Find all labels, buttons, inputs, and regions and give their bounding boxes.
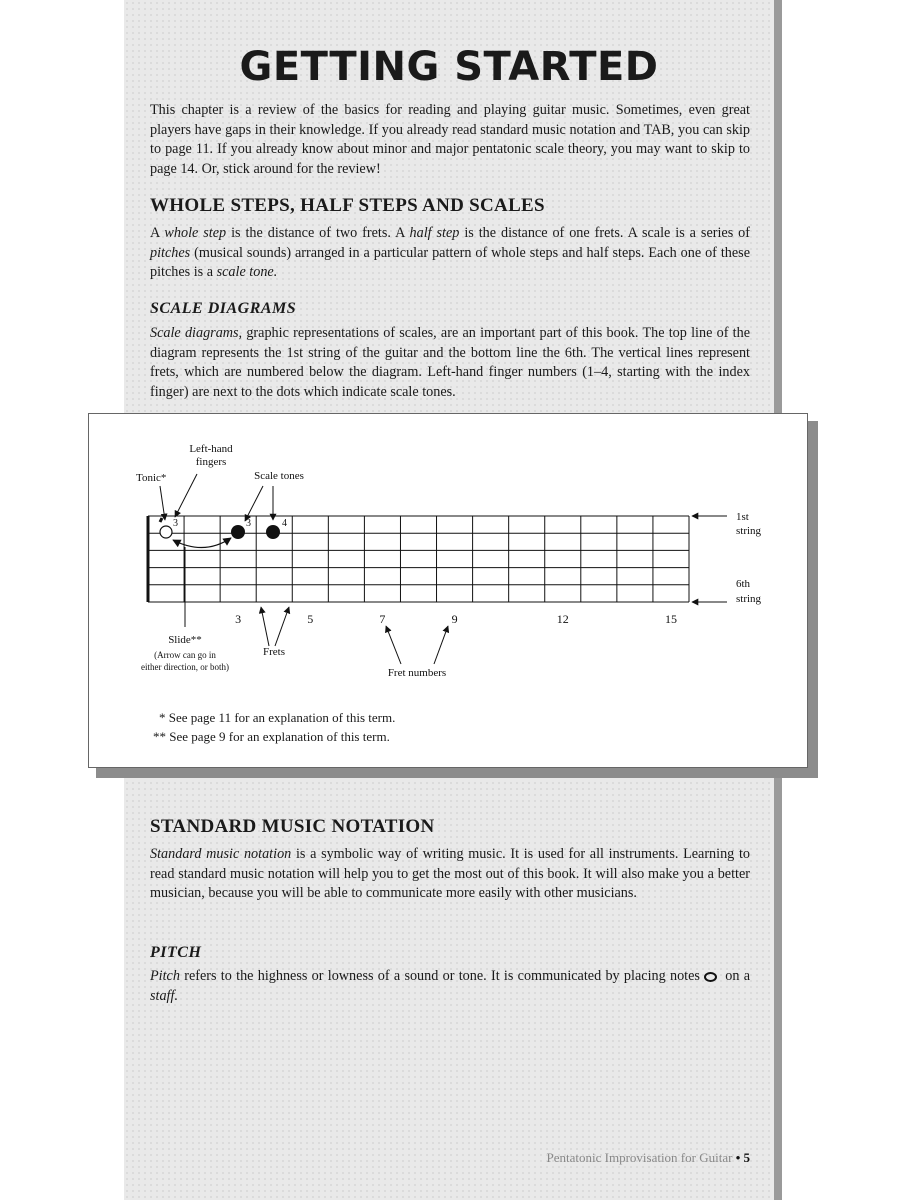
label-string6-word: string (736, 593, 762, 605)
label-string6: 6th (736, 578, 751, 590)
section-heading-steps: WHOLE STEPS, HALF STEPS AND SCALES (150, 195, 545, 216)
subheading-pitch: PITCH (150, 944, 202, 961)
footnote-2: ** See page 9 for an explanation of this term. (153, 729, 390, 744)
notation-text: is a symbolic way of writing music. It is used for all instruments. Learning to read standard music notation will help you to get the most out of this book. It will also make you a better musician, because you will be able to communicate more easily with other musicians. (150, 846, 750, 901)
fret-number-label: 7 (379, 612, 386, 626)
label-tonic: Tonic* (136, 472, 167, 484)
finger-number: 4 (282, 518, 287, 529)
fret-number-label: 12 (556, 612, 569, 626)
intro-paragraph: This chapter is a review of the basics for reading and playing guitar music. Sometimes, even great players have gaps in their knowledge. If you already read standard music notation and TAB, you can skip to page 11. If you already know about minor and major pentatonic scale theory, you may want to skip to page 14. Or, stick around for the review! (150, 102, 750, 177)
scale-tone-dot (266, 525, 280, 539)
steps-text-a: A (150, 225, 160, 241)
steps-text-c: is the distance of one frets. A scale is a series of (459, 225, 750, 241)
finger-number: 3 (173, 518, 178, 529)
pitch-text: refers to the highness or lowness of a sound or tone. It is communicated by placing notes (179, 968, 700, 984)
fret-number-label: 9 (451, 612, 458, 626)
arrow-fingers (175, 474, 197, 517)
scale-diagrams-text: graphic representations of scales, are an important part of this book. The top line of the diagram represents the 1st string of the guitar and the bottom line the 6th. The vertical lines represent frets, which are numbered below the diagram. Left-hand finger numbers (1–4, starting with the index finger) are next to the dots which indicate scale tones. (150, 325, 750, 400)
label-fingers-line1: Left-hand (189, 443, 233, 455)
scale-tone-dot (231, 525, 245, 539)
term-half-step: half step (409, 225, 460, 241)
term-pitch: Pitch (150, 968, 180, 984)
label-frets: Frets (263, 646, 285, 658)
page-footer (547, 1150, 751, 1166)
label-string1-word: string (736, 525, 762, 537)
fret-number-label: 3 (235, 612, 242, 626)
label-slide-note-1: (Arrow can go in (154, 650, 216, 660)
term-staff: staff. (150, 987, 178, 1004)
label-fret-numbers: Fret numbers (387, 667, 447, 679)
footer-book-title: Pentatonic Improvisation for Guitar (546, 1150, 733, 1165)
term-scale-tone: scale tone. (216, 264, 278, 280)
arrow-fret-numbers-right (434, 626, 448, 664)
steps-text-b: is the distance of two frets. A (226, 225, 410, 241)
term-standard-music-notation: Standard music notation (150, 846, 292, 862)
arrow-frets-left (261, 607, 269, 646)
scale-diagrams-paragraph (150, 324, 750, 402)
fretboard-grid (148, 516, 689, 602)
fret-number-label: 15 (664, 612, 677, 626)
steps-paragraph (150, 224, 750, 283)
section-heading-notation: STANDARD MUSIC NOTATION (150, 816, 435, 837)
steps-text-d: (musical sounds) arranged in a particular pattern of whole steps and half steps. Each one of these pitches is a (150, 244, 750, 280)
term-whole-step: whole step (164, 225, 227, 241)
arrow-fret-numbers-left (386, 626, 401, 664)
pitch-text-end: on a (720, 968, 750, 984)
arrow-frets-right (275, 607, 289, 646)
label-slide-note-2: either direction, or both) (141, 662, 229, 672)
fret-numbers (235, 612, 677, 626)
tonic-dot (160, 526, 172, 538)
label-scale-tones: Scale tones (254, 470, 304, 482)
arrow-tonic (160, 486, 165, 520)
footer-separator: • (732, 1150, 744, 1165)
term-scale-diagrams: Scale diagrams, (150, 325, 243, 341)
slide-arrow (173, 538, 231, 548)
notation-paragraph (150, 845, 750, 904)
page-number: 5 (743, 1150, 750, 1165)
nut-mark (160, 518, 162, 522)
label-fingers-line2: fingers (195, 456, 227, 468)
page-title: GETTING STARTED (239, 44, 659, 90)
subheading-scale-diagrams: SCALE DIAGRAMS (150, 300, 297, 317)
finger-number: 3 (246, 518, 251, 529)
label-string1: 1st (736, 511, 749, 523)
label-slide: Slide** (168, 634, 202, 646)
term-pitches: pitches (150, 244, 191, 261)
pitch-paragraph (150, 967, 750, 1006)
footnote-1: * See page 11 for an explanation of this term. (159, 710, 396, 725)
scale-diagram-figure (88, 413, 808, 768)
whole-note-icon (704, 972, 717, 982)
fret-number-label: 5 (307, 612, 314, 626)
